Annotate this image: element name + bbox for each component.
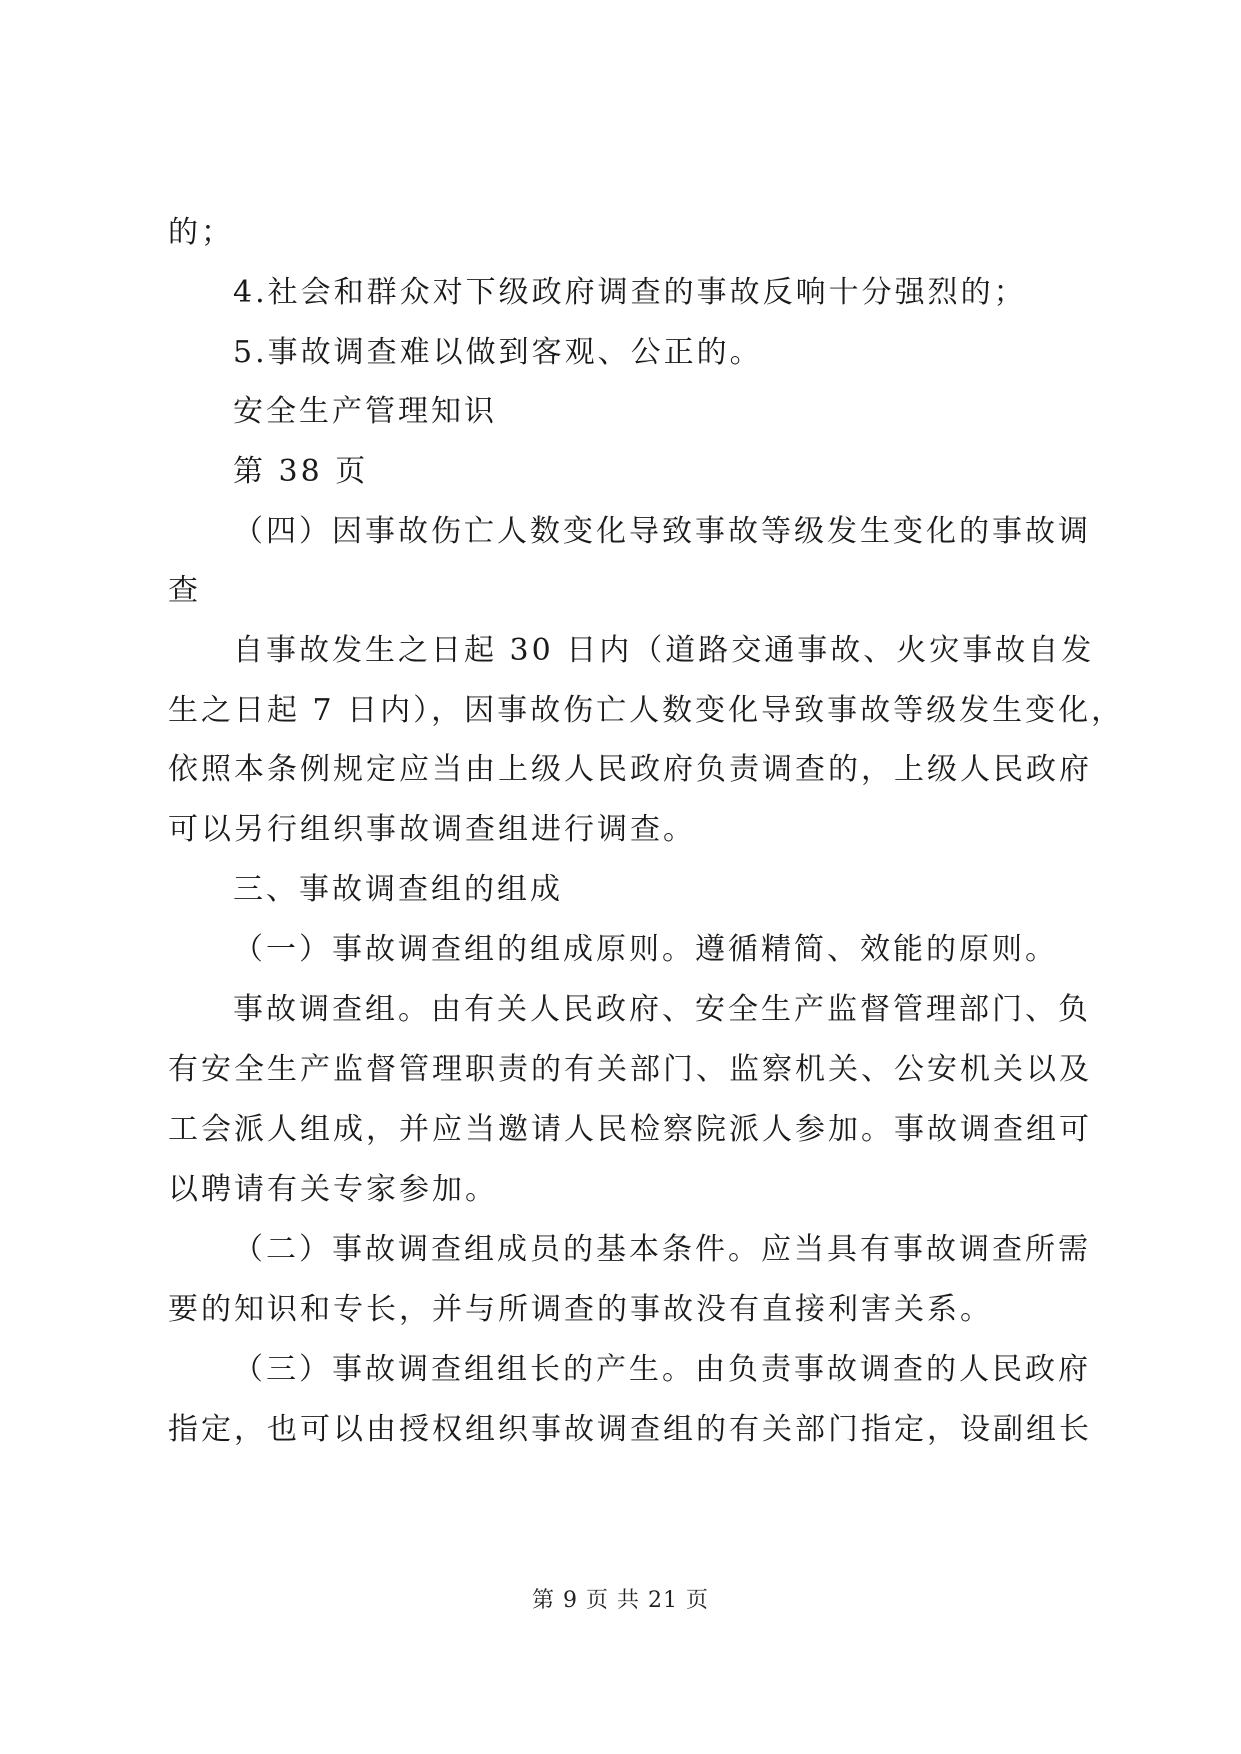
subheading-continuation: 查 <box>168 573 201 608</box>
paragraph-line: 有安全生产监督管理职责的有关部门、监察机关、公安机关以及 <box>168 1052 1092 1087</box>
paragraph-line: 指定，也可以由授权组织事故调查组的有关部门指定，设副组长 <box>168 1412 1092 1447</box>
subheading: （四）因事故伤亡人数变化导致事故等级发生变化的事故调 <box>233 514 1091 549</box>
list-item: 5.事故调查难以做到客观、公正的。 <box>233 335 763 370</box>
section-title: 安全生产管理知识 <box>233 394 497 429</box>
page-reference: 第 38 页 <box>233 454 369 489</box>
list-item: 4.社会和群众对下级政府调查的事故反响十分强烈的； <box>233 275 1027 310</box>
paragraph-line: 自事故发生之日起 30 日内（道路交通事故、火灾事故自发 <box>233 633 1095 668</box>
paragraph-line: 事故调查组。由有关人民政府、安全生产监督管理部门、负 <box>233 992 1091 1027</box>
section-heading: 三、事故调查组的组成 <box>233 872 563 907</box>
page-footer: 第 9 页 共 21 页 <box>532 1588 709 1613</box>
paragraph-line: 可以另行组织事故调查组进行调查。 <box>168 812 696 847</box>
paragraph-line: 生之日起 7 日内），因事故伤亡人数变化导致事故等级发生变化， <box>168 693 1125 728</box>
paragraph-line: 工会派人组成，并应当邀请人民检察院派人参加。事故调查组可 <box>168 1112 1092 1147</box>
subheading: （二）事故调查组成员的基本条件。应当具有事故调查所需 <box>233 1232 1091 1267</box>
text-line: 的； <box>168 215 234 250</box>
paragraph-line: 依照本条例规定应当由上级人民政府负责调查的，上级人民政府 <box>168 752 1092 787</box>
subheading: （三）事故调查组组长的产生。由负责事故调查的人民政府 <box>233 1352 1091 1387</box>
paragraph-line: 要的知识和专长，并与所调查的事故没有直接利害关系。 <box>168 1292 993 1327</box>
paragraph-line: 以聘请有关专家参加。 <box>168 1172 498 1207</box>
subheading: （一）事故调查组的组成原则。遵循精简、效能的原则。 <box>233 932 1058 967</box>
